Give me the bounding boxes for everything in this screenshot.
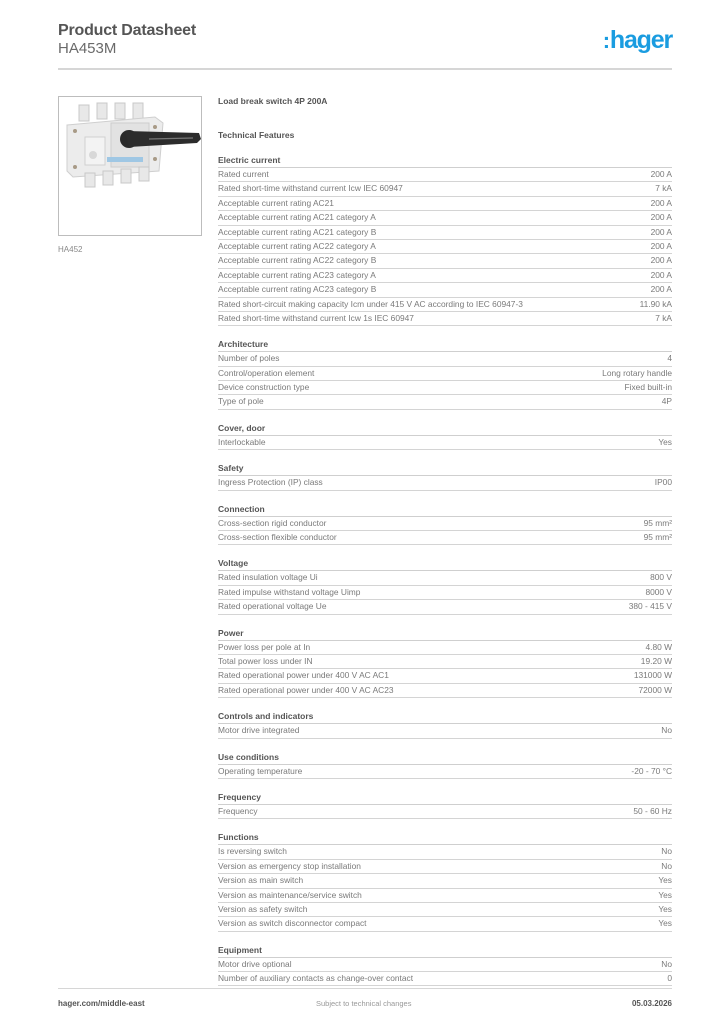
spec-row — [218, 283, 672, 297]
spec-row — [218, 765, 672, 779]
spec-section — [218, 944, 672, 987]
spec-label: Version as maintenance/service switch — [218, 889, 362, 900]
spec-value: Yes — [658, 903, 672, 914]
spec-row — [218, 367, 672, 381]
spec-row — [218, 312, 672, 326]
section-title: Voltage — [218, 557, 672, 571]
spec-section — [218, 557, 672, 614]
spec-value: Yes — [658, 889, 672, 900]
spec-row — [218, 211, 672, 225]
spec-row — [218, 197, 672, 211]
spec-row — [218, 903, 672, 917]
section-title: Safety — [218, 462, 672, 476]
section-title: Power — [218, 627, 672, 641]
spec-row — [218, 724, 672, 738]
spec-value: 7 kA — [655, 183, 672, 194]
spec-row — [218, 240, 672, 254]
spec-label: Version as switch disconnector compact — [218, 918, 367, 929]
spec-label: Motor drive integrated — [218, 725, 300, 736]
spec-row — [218, 586, 672, 600]
spec-value: IP00 — [654, 477, 672, 488]
spec-row — [218, 600, 672, 614]
spec-row — [218, 436, 672, 450]
spec-value: 72000 W — [638, 684, 672, 695]
spec-label: Total power loss under IN — [218, 655, 313, 666]
spec-row — [218, 958, 672, 972]
product-image — [58, 96, 202, 236]
spec-row — [218, 845, 672, 859]
product-code: HA453M — [58, 40, 117, 57]
spec-section — [218, 791, 672, 819]
spec-label: Cross-section rigid conductor — [218, 517, 327, 528]
spec-value: No — [661, 860, 672, 871]
spec-label: Rated operational power under 400 V AC AC1 — [218, 670, 389, 681]
spec-label: Ingress Protection (IP) class — [218, 477, 323, 488]
spec-value: 200 A — [650, 255, 672, 266]
spec-label: Power loss per pole at In — [218, 641, 311, 652]
spec-row — [218, 517, 672, 531]
spec-value: 95 mm² — [643, 517, 672, 528]
spec-row — [218, 972, 672, 986]
spec-label: Device construction type — [218, 382, 310, 393]
section-title: Equipment — [218, 944, 672, 958]
spec-value: Long rotary handle — [602, 367, 672, 378]
spec-value: Yes — [658, 918, 672, 929]
spec-row — [218, 226, 672, 240]
spec-row — [218, 641, 672, 655]
spec-value: 380 - 415 V — [628, 601, 672, 612]
spec-label: Cross-section flexible conductor — [218, 532, 337, 543]
spec-value: 131000 W — [633, 670, 672, 681]
spec-value: 200 A — [650, 240, 672, 251]
hager-logo: :hager — [602, 26, 672, 54]
spec-value: No — [661, 725, 672, 736]
spec-label: Acceptable current rating AC22 category A — [218, 240, 376, 251]
spec-row — [218, 655, 672, 669]
spec-value: 200 A — [650, 169, 672, 179]
spec-row — [218, 531, 672, 545]
spec-value: 95 mm² — [643, 532, 672, 543]
product-description: Load break switch 4P 200A — [218, 96, 328, 106]
spec-label: Rated short-time withstand current Icw 1s IEC 60947 — [218, 312, 414, 323]
spec-label: Version as safety switch — [218, 903, 308, 914]
footer-date: 05.03.2026 — [631, 999, 672, 1008]
spec-row — [218, 395, 672, 409]
section-title: Architecture — [218, 338, 672, 352]
datasheet-content — [218, 96, 672, 986]
spec-value: Yes — [658, 875, 672, 886]
spec-section — [218, 422, 672, 450]
section-title: Functions — [218, 831, 672, 845]
spec-sections — [218, 154, 672, 986]
spec-label: Interlockable — [218, 436, 266, 447]
spec-label: Is reversing switch — [218, 846, 287, 857]
spec-value: 200 A — [650, 284, 672, 295]
spec-value: 19.20 W — [640, 655, 672, 666]
spec-row — [218, 182, 672, 196]
spec-row — [218, 381, 672, 395]
spec-value: 200 A — [650, 269, 672, 280]
spec-value: Yes — [658, 436, 672, 447]
spec-value: 800 V — [650, 572, 672, 583]
spec-label: Rated short-circuit making capacity Icm under 415 V AC according to IEC 60947-3 — [218, 298, 523, 309]
spec-label: Version as main switch — [218, 875, 304, 886]
spec-value: No — [661, 958, 672, 969]
spec-row — [218, 684, 672, 698]
spec-label: Acceptable current rating AC23 category B — [218, 284, 377, 295]
spec-value: -20 - 70 °C — [631, 765, 672, 776]
document-title: Product Datasheet — [58, 22, 196, 39]
spec-label: Number of poles — [218, 353, 280, 364]
spec-value: Fixed built-in — [624, 382, 672, 393]
spec-label: Version as emergency stop installation — [218, 860, 361, 871]
spec-value: 0 — [667, 973, 672, 984]
spec-label: Rated operational power under 400 V AC AC23 — [218, 684, 394, 695]
section-title: Cover, door — [218, 422, 672, 436]
spec-value: 8000 V — [645, 586, 672, 597]
spec-value: 4 — [667, 353, 672, 364]
spec-section — [218, 503, 672, 546]
header-divider — [58, 68, 672, 70]
footer-notice: Subject to technical changes — [316, 999, 412, 1008]
spec-value: No — [661, 846, 672, 857]
spec-label: Rated current — [218, 169, 269, 179]
spec-value: 7 kA — [655, 312, 672, 323]
spec-section — [218, 831, 672, 931]
footer-divider — [58, 988, 672, 989]
load-break-switch-illustration — [59, 97, 201, 235]
spec-label: Frequency — [218, 805, 258, 816]
spec-value: 4P — [661, 396, 672, 407]
spec-value: 200 A — [650, 197, 672, 208]
spec-label: Acceptable current rating AC21 category A — [218, 212, 376, 223]
spec-label: Motor drive optional — [218, 958, 292, 969]
section-title: Frequency — [218, 791, 672, 805]
spec-section — [218, 710, 672, 738]
spec-label: Rated impulse withstand voltage Uimp — [218, 586, 361, 597]
page-header — [58, 20, 672, 70]
spec-value: 200 A — [650, 212, 672, 223]
spec-label: Acceptable current rating AC23 category A — [218, 269, 376, 280]
spec-label: Acceptable current rating AC22 category B — [218, 255, 377, 266]
spec-section — [218, 154, 672, 326]
spec-row — [218, 874, 672, 888]
spec-section — [218, 338, 672, 410]
spec-row — [218, 298, 672, 312]
section-title: Controls and indicators — [218, 710, 672, 724]
spec-label: Acceptable current rating AC21 — [218, 197, 334, 208]
spec-label: Control/operation element — [218, 367, 315, 378]
logo-text: hager — [609, 26, 672, 54]
spec-section — [218, 627, 672, 699]
spec-label: Acceptable current rating AC21 category B — [218, 226, 377, 237]
spec-row — [218, 168, 672, 182]
spec-row — [218, 254, 672, 268]
spec-label: Rated short-time withstand current Icw IEC 60947 — [218, 183, 403, 194]
spec-label: Rated insulation voltage Ui — [218, 572, 318, 583]
spec-row — [218, 889, 672, 903]
spec-section — [218, 751, 672, 779]
spec-label: Rated operational voltage Ue — [218, 601, 327, 612]
spec-value: 4.80 W — [645, 641, 672, 652]
section-title: Use conditions — [218, 751, 672, 765]
spec-row — [218, 571, 672, 585]
footer-website-link[interactable]: hager.com/middle-east — [58, 999, 145, 1008]
spec-row — [218, 917, 672, 931]
spec-row — [218, 476, 672, 490]
section-title: Connection — [218, 503, 672, 517]
technical-features-heading: Technical Features — [218, 130, 295, 140]
spec-row — [218, 860, 672, 874]
spec-value: 11.90 kA — [639, 298, 672, 309]
spec-row — [218, 805, 672, 819]
spec-label: Number of auxiliary contacts as change-over contact — [218, 973, 414, 984]
image-caption: HA452 — [58, 245, 83, 254]
spec-value: 200 A — [650, 226, 672, 237]
spec-row — [218, 352, 672, 366]
spec-label: Type of pole — [218, 396, 264, 407]
spec-row — [218, 269, 672, 283]
spec-section — [218, 462, 672, 490]
section-title: Electric current — [218, 154, 672, 168]
spec-row — [218, 669, 672, 683]
spec-value: 50 - 60 Hz — [633, 805, 672, 816]
spec-label: Operating temperature — [218, 765, 303, 776]
